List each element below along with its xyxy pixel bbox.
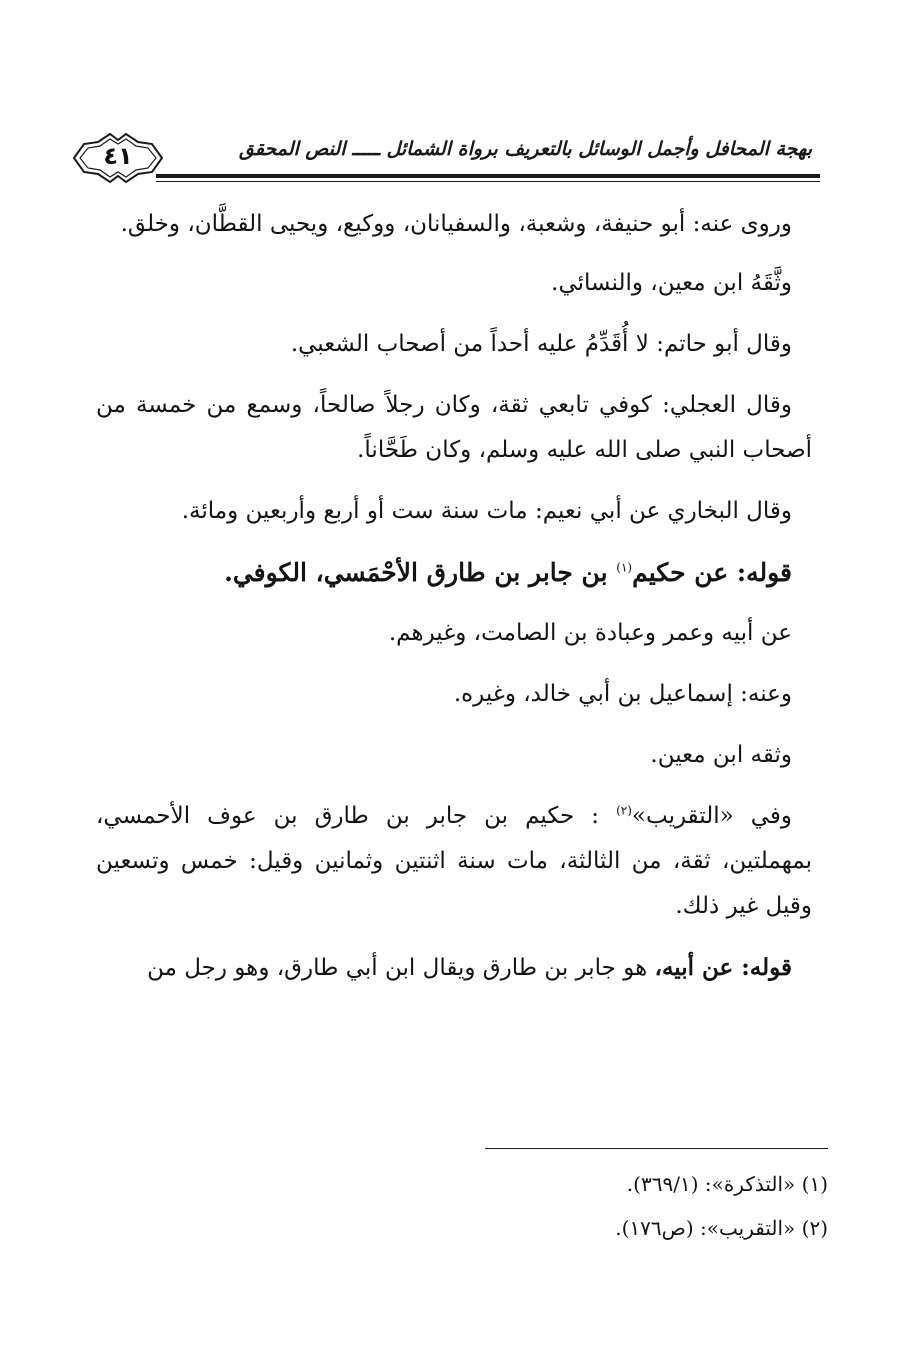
header-rule-thin <box>156 181 820 182</box>
narrator-heading <box>96 550 812 595</box>
footnotes <box>300 1162 828 1250</box>
footnote-separator <box>485 1148 828 1149</box>
header-rule <box>156 174 820 178</box>
footnote: (١) «التذكرة»: (٣٦٩/١). <box>626 1172 828 1196</box>
footnote-marker: (١) <box>616 560 633 575</box>
taqrib-paragraph <box>96 794 812 929</box>
page-number: ٤١ <box>103 142 133 170</box>
page-header <box>68 128 820 188</box>
paragraph: وقال العجلي: كوفي تابعي ثقة، وكان رجلاً صالحاً، وسمع من خمسة من أصحاب النبي صلى الله عليه وسلم، وكان طَحَّاناً. <box>96 392 812 463</box>
page-number-badge <box>68 128 168 188</box>
paragraph: وثقه ابن معين. <box>650 742 792 768</box>
paragraph: وثَّقَهُ ابن معين، والنسائي. <box>551 270 792 296</box>
taqrib-lead: وفي «التقريب» <box>631 803 792 829</box>
narrator-heading <box>96 945 812 991</box>
heading-lead: قوله: عن أبيه، <box>654 954 792 981</box>
paragraph: وعنه: إسماعيل بن أبي خالد، وغيره. <box>453 681 792 707</box>
taqrib-rest: : حكيم بن جابر بن طارق بن عوف الأحمسي، بمهملتين، ثقة، من الثالثة، مات سنة اثنتين وثمانين وقيل: خمس وتسعين وقيل غير ذلك. <box>96 803 812 919</box>
heading-rest: بن جابر بن طارق الأحْمَسي، الكوفي. <box>224 558 617 587</box>
heading-lead: قوله: عن حكيم <box>632 558 792 587</box>
paragraph: وقال أبو حاتم: لا أُقَدِّمُ عليه أحداً من أصحاب الشعبي. <box>290 331 792 357</box>
heading-rest: هو جابر بن طارق ويقال ابن أبي طارق، وهو رجل من <box>147 955 655 981</box>
paragraph: وقال البخاري عن أبي نعيم: مات سنة ست أو أربع وأربعين ومائة. <box>181 498 792 524</box>
paragraph: عن أبيه وعمر وعبادة بن الصامت، وغيرهم. <box>388 620 792 646</box>
running-title: بهجة المحافل وأجمل الوسائل بالتعريف برواة الشمائل ـــــ النص المحقق <box>239 138 812 160</box>
footnote: (٢) «التقريب»: (ص١٧٦). <box>615 1216 828 1240</box>
paragraph: وروى عنه: أبو حنيفة، وشعبة، والسفيانان، ووكيع، ويحيى القطَّان، وخلق. <box>120 211 792 237</box>
footnote-marker: (٢) <box>616 803 632 818</box>
main-text <box>96 202 812 1007</box>
